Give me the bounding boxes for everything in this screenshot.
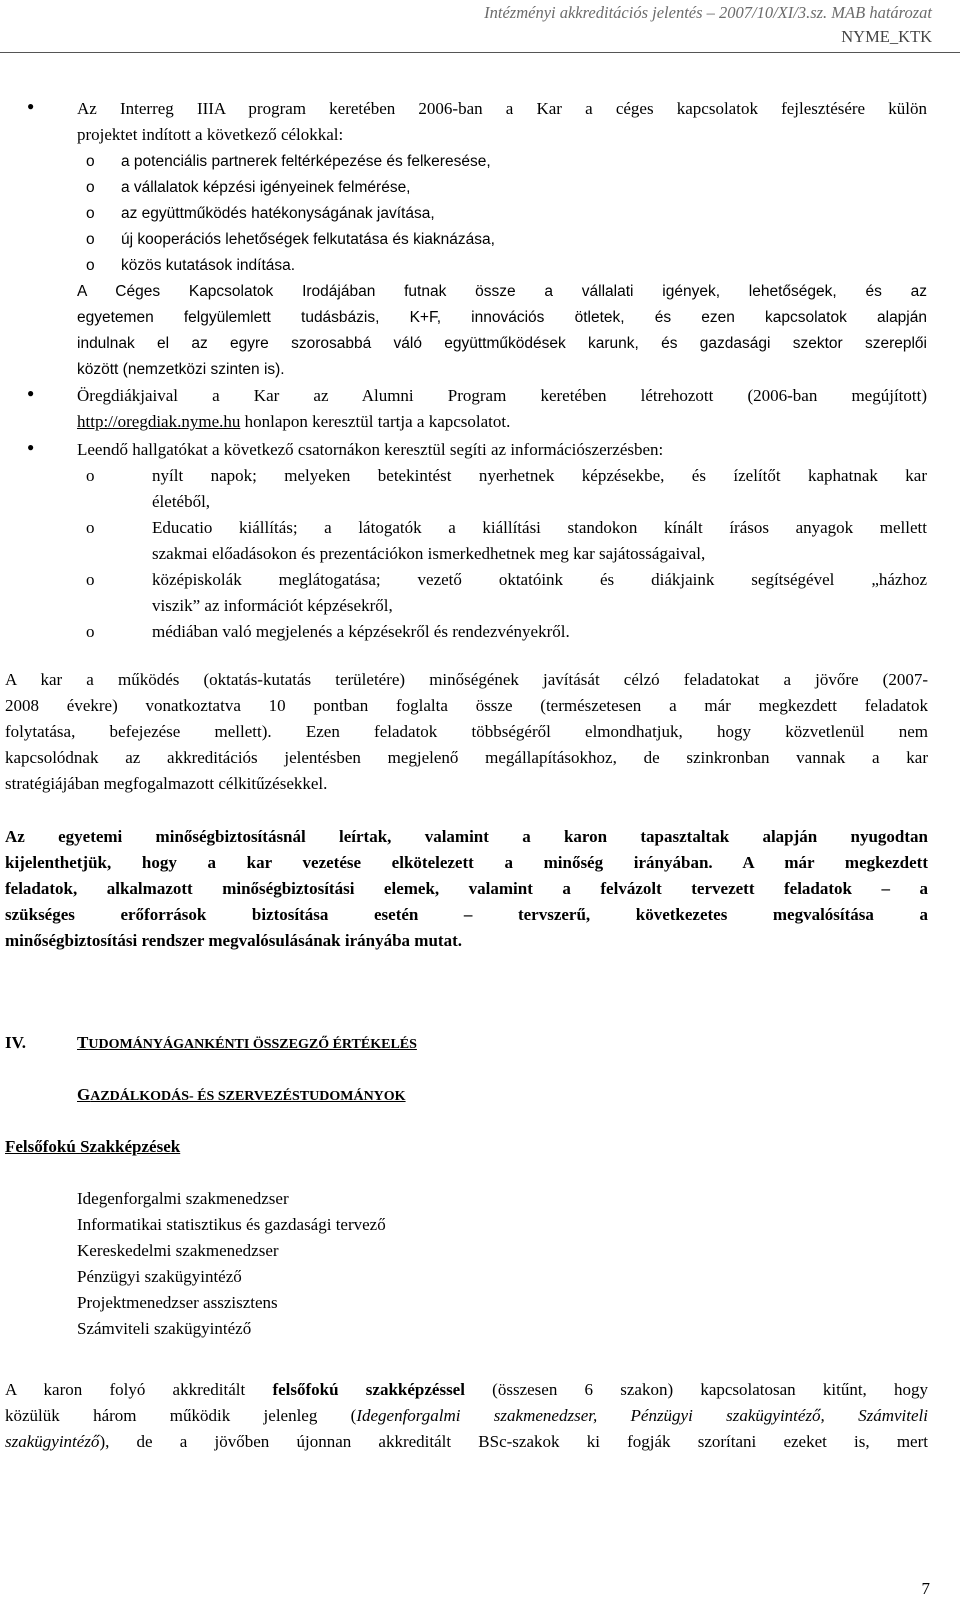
program-list — [77, 1186, 386, 1342]
final-paragraph — [5, 1377, 928, 1455]
list-item-line: szakmai előadásokon és prezentációkon ismerkedhetnek meg kar sajátosságaival, — [152, 544, 706, 563]
bullet1-block — [77, 96, 927, 148]
paragraph-line: feladatok, alkalmazott minőségbiztosítási elemek, valamint a felvázolt tervezett feladatok – a — [5, 879, 928, 898]
list-item: közös kutatások indítása. — [121, 257, 296, 274]
text-run-italic: Idegenforgalmi szakmenedzser, Pénzügyi szakügyintéző, Számviteli — [356, 1406, 928, 1425]
list-item-line: életéből, — [152, 492, 211, 511]
section-title-initial: T — [77, 1033, 89, 1052]
list-item: Kereskedelmi szakmenedzser — [77, 1241, 279, 1260]
list-item-line: viszik” az információt képzésekről, — [152, 596, 393, 615]
paragraph-line: A kar a működés (oktatás-kutatás területére) minőségének javítását célzó feladatokat a jövőre (2007- — [5, 670, 928, 689]
circle-bullets — [86, 149, 95, 279]
bullet2-line: Öregdiákjaival a Kar az Alumni Program keretében létrehozott (2006-ban megújított) — [77, 386, 927, 405]
circle-bullet-icon: o — [86, 205, 95, 222]
page-number: 7 — [921, 1579, 930, 1598]
bullet3-intro: Leendő hallgatókat a következő csatornákon keresztül segíti az információszerzésben: — [77, 440, 664, 459]
list-item-line: Educatio kiállítás; a látogatók a kiállítási standokon kínált írásos anyagok mellett — [152, 518, 927, 537]
section-title-rest: UDOMÁNYÁGANKÉNTI ÖSSZEGZŐ ÉRTÉKELÉS — [88, 1037, 417, 1052]
header-code: NYME_KTK — [841, 27, 932, 46]
list-item: a vállalatok képzési igényeinek felmérése, — [121, 179, 411, 196]
text-run: közülük három működik jelenleg ( — [5, 1406, 357, 1425]
list-item-line: médiában való megjelenés a képzésekről és rendezvényekről. — [152, 622, 570, 641]
bullet2-block — [77, 383, 927, 435]
section-subtitle — [77, 1082, 406, 1110]
paragraph-line: kapcsolódnak az akkreditációs jelentésben megjelenő megállapításokhoz, de szinkronban vannak a kar — [5, 748, 928, 767]
bullet3-subitem — [152, 515, 927, 567]
section-subtitle-rest: AZDÁLKODÁS- ÉS SZERVEZÉSTUDOMÁNYOK — [90, 1089, 406, 1104]
list-item: Idegenforgalmi szakmenedzser — [77, 1189, 289, 1208]
bullet1-sublist — [121, 149, 495, 279]
list-item: új kooperációs lehetőségek felkutatása és kiaknázása, — [121, 231, 495, 248]
circle-bullet-icon: o — [86, 570, 95, 589]
bullet1-intro-line: Az Interreg IIIA program keretében 2006-ban a Kar a céges kapcsolatok fejlesztésére külön — [77, 99, 927, 118]
circle-bullet-icon: o — [86, 622, 95, 641]
bullet3-intro-block — [77, 437, 927, 463]
bullet3-subitem — [152, 619, 927, 645]
list-item: a potenciális partnerek feltérképezése és felkeresése, — [121, 153, 491, 170]
paragraph-line: egyetemen felgyülemlett tudásbázis, K+F, innovációs ötletek, és ezen kapcsolatok alapján — [77, 309, 927, 326]
alumni-link[interactable]: http://oregdiak.nyme.hu — [77, 412, 241, 431]
list-item: Számviteli szakügyintéző — [77, 1319, 252, 1338]
header-divider — [0, 52, 960, 53]
bullet-icon: ● — [27, 99, 35, 113]
bullet3-subitem — [152, 463, 927, 515]
bullet1-intro-line: projektet indított a következő célokkal: — [77, 125, 344, 144]
circle-bullet-icon: o — [86, 466, 95, 485]
bullet3-subitem — [152, 567, 927, 619]
circle-bullet-icon: o — [86, 518, 95, 537]
paragraph-quality — [5, 824, 928, 954]
paragraph-line: stratégiájában megfogalmazott célkitűzésekkel. — [5, 774, 328, 793]
paragraph-line: Az egyetemi minőségbiztosításnál leírtak, valamint a karon tapasztaltak alapján nyugodtan — [5, 827, 928, 846]
text-run: ), de a jövőben újonnan akkreditált BSc-szakok ki fogják szorítani ezeket is, mert — [99, 1432, 928, 1451]
list-item: az együttműködés hatékonyságának javítása, — [121, 205, 435, 222]
paragraph-line: kijelenthetjük, hogy a kar vezetése elkötelezett a minőség irányában. A már megkezdett — [5, 853, 928, 872]
section-title — [77, 1030, 417, 1058]
bullet2-line-rest: honlapon keresztül tartja a kapcsolatot. — [240, 412, 511, 431]
bullet1-paragraph — [77, 279, 927, 383]
bullet-icon: ● — [27, 386, 35, 400]
paragraph-line: 2008 évekre) vonatkoztatva 10 pontban foglalta össze (természetesen a már megkezdett feladatok — [5, 696, 928, 715]
circle-bullet-icon: o — [86, 179, 95, 196]
paragraph-line: között (nemzetközi szinten is). — [77, 361, 285, 378]
list-item: Informatikai statisztikus és gazdasági tervező — [77, 1215, 386, 1234]
text-run-italic: szakügyintéző — [5, 1432, 100, 1451]
bullet-icon: ● — [27, 440, 35, 454]
paragraph-actions — [5, 667, 928, 797]
section-number: IV. — [5, 1033, 26, 1052]
list-item: Projektmenedzser asszisztens — [77, 1293, 278, 1312]
list-item: Pénzügyi szakügyintéző — [77, 1267, 242, 1286]
circle-bullet-icon: o — [86, 231, 95, 248]
paragraph-line: minőségbiztosítási rendszer megvalósulásának irányába mutat. — [5, 931, 462, 950]
section-heading: Felsőfokú Szakképzések — [5, 1137, 181, 1156]
circle-bullet-icon: o — [86, 257, 95, 274]
paragraph-line: indulnak el az egyre szorosabbá váló együttműködések karunk, és gazdasági szektor szereplői — [77, 335, 927, 352]
list-item-line: középiskolák meglátogatása; vezető oktatóink és diákjaink segítségével „házhoz — [152, 570, 927, 589]
paragraph-line: szükséges erőforrások biztosítása esetén – tervszerű, következetes megvalósítása a — [5, 905, 928, 924]
list-item-line: nyílt napok; melyeken betekintést nyerhetnek képzésekbe, és ízelítőt kaphatnak kar — [152, 466, 927, 485]
header-report-title: Intézményi akkreditációs jelentés – 2007/10/XI/3.sz. MAB határozat — [484, 3, 932, 22]
text-run-bold: felsőfokú szakképzéssel — [272, 1380, 465, 1399]
paragraph-line: A Céges Kapcsolatok Irodájában futnak össze a vállalati igények, lehetőségek, és az — [77, 283, 927, 300]
text-run: (összesen 6 szakon) kapcsolatosan kitűnt, hogy — [464, 1380, 929, 1399]
page-header — [484, 1, 932, 49]
text-run: A karon folyó akkreditált — [5, 1380, 273, 1399]
circle-bullet-icon: o — [86, 153, 95, 170]
section-subtitle-initial: G — [77, 1085, 91, 1104]
paragraph-line: folytatása, befejezése mellett). Ezen feladatok többségéről elmondhatjuk, hogy közvetlenül nem — [5, 722, 928, 741]
